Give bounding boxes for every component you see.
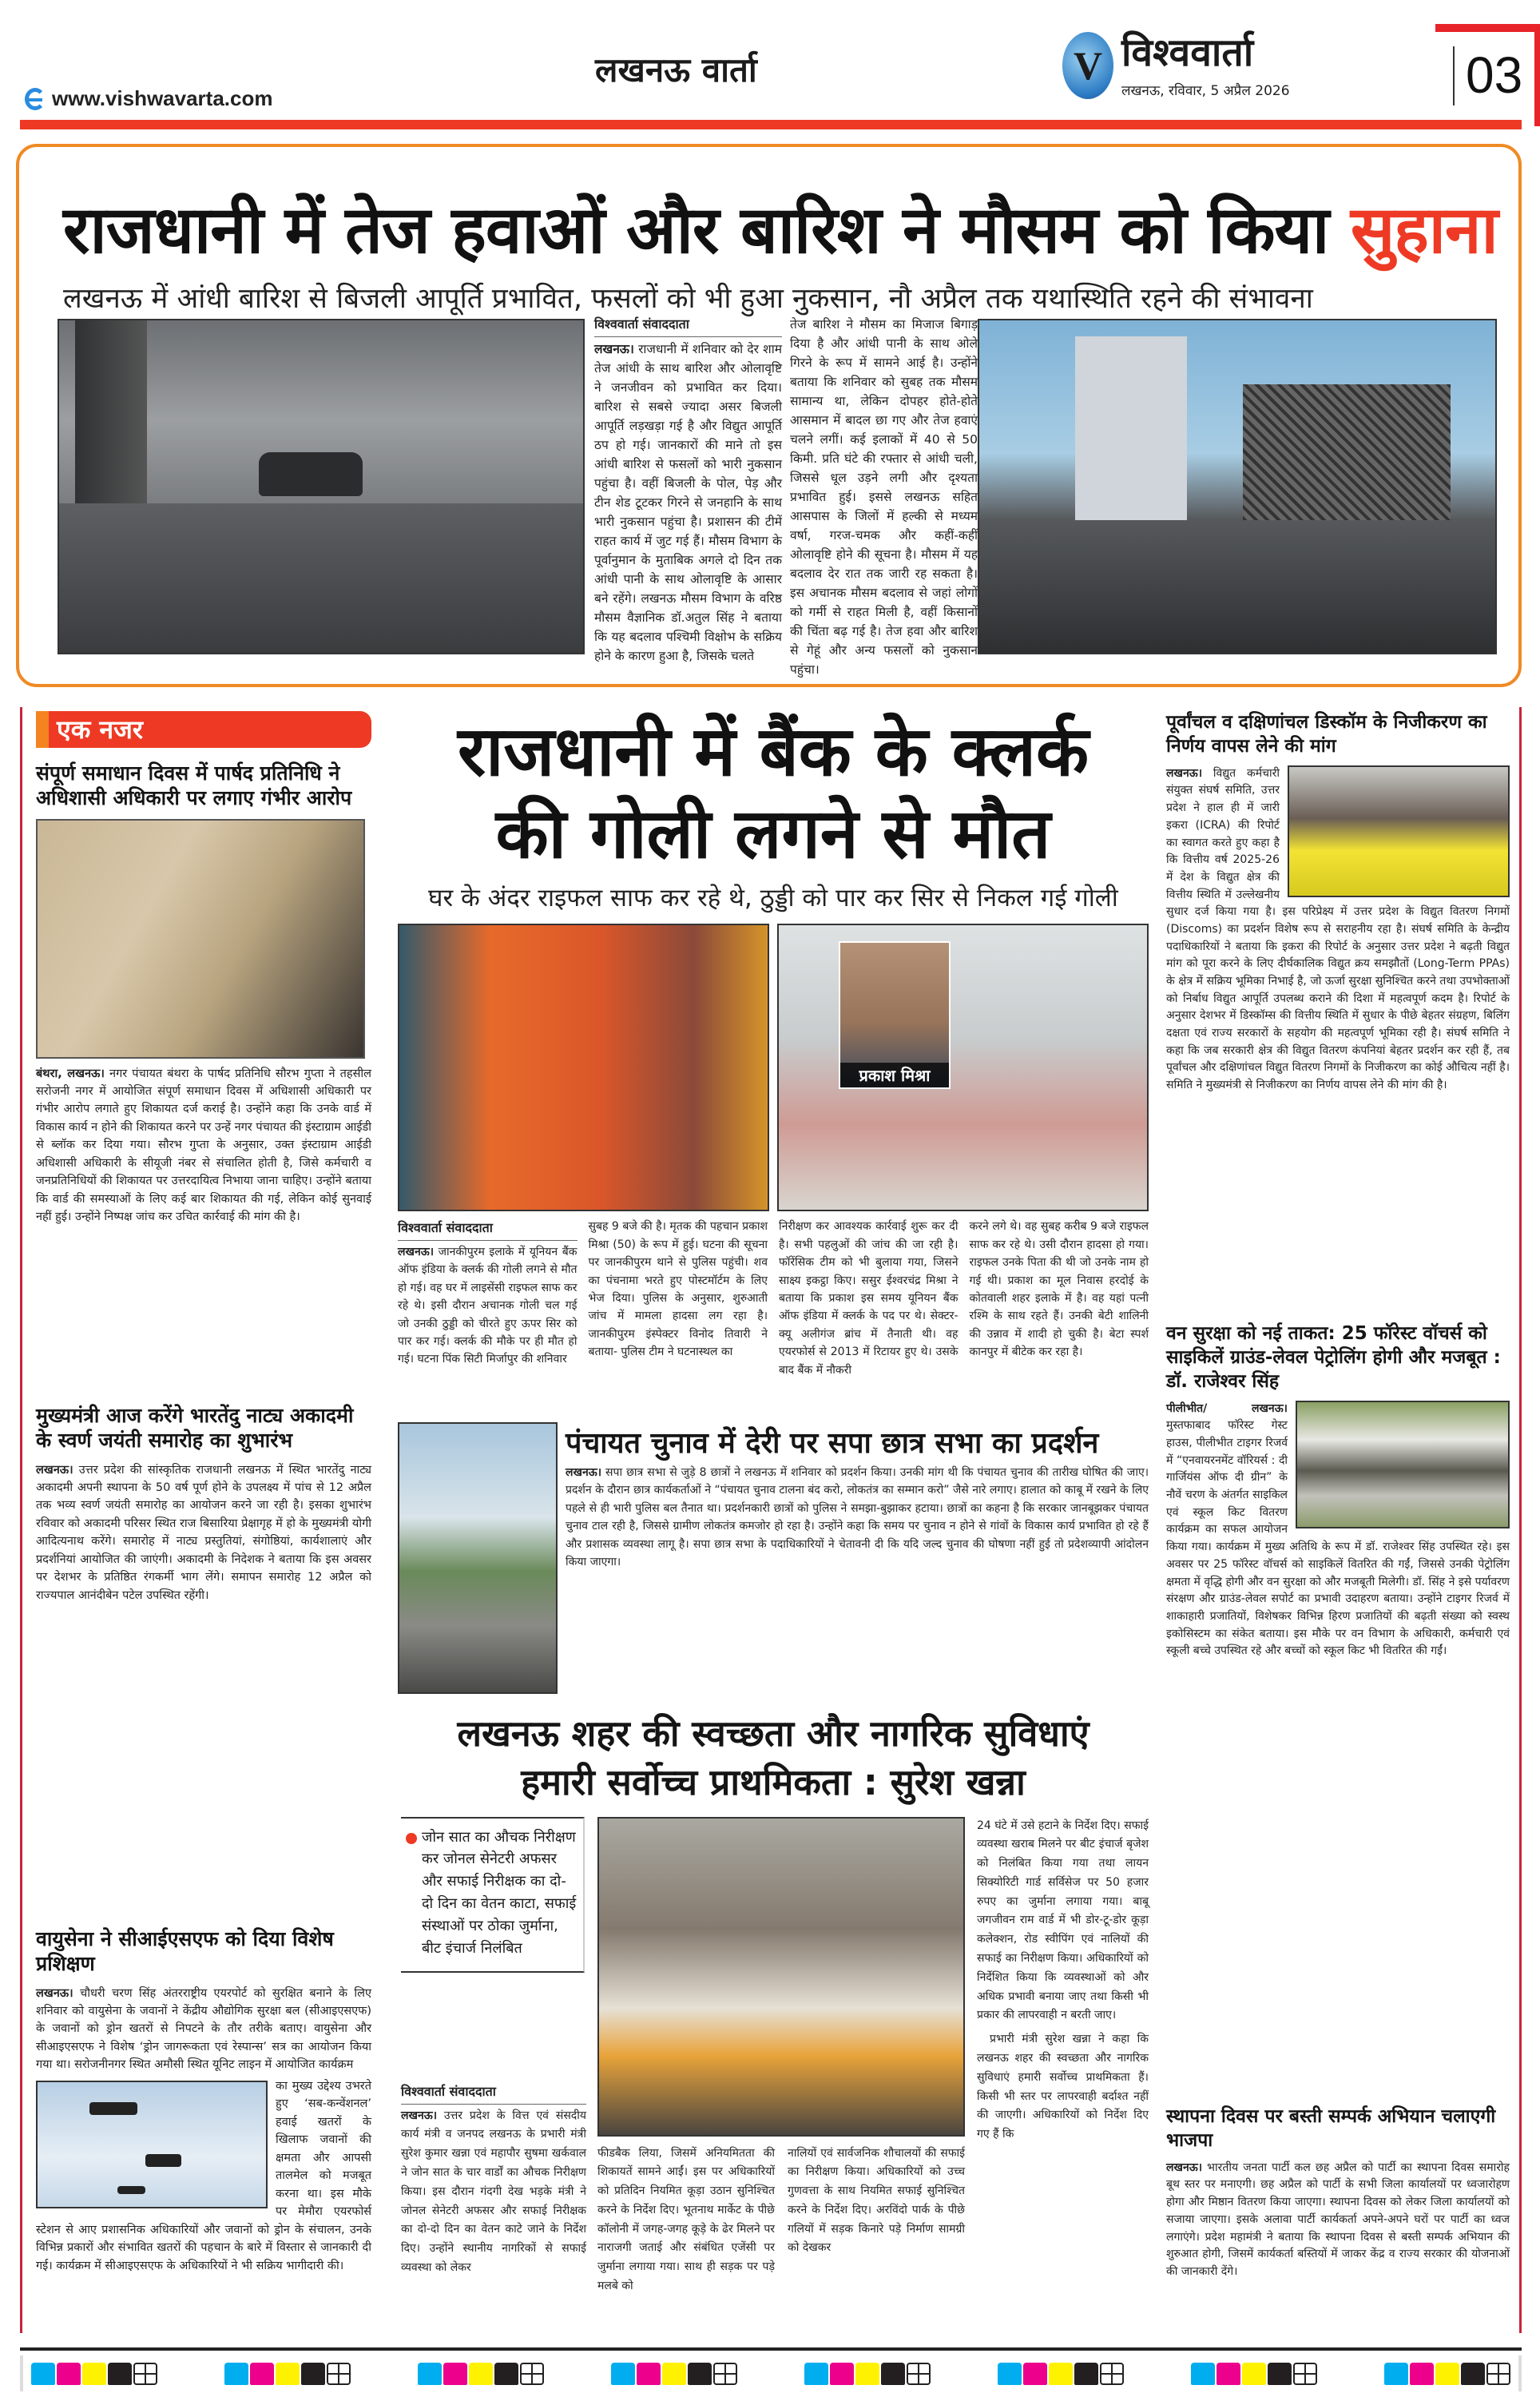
lead-text-col1 [594, 315, 782, 666]
khanna-body-col4 [977, 1817, 1149, 2145]
color-swatch [494, 2363, 518, 2385]
body-text: प्रभारी मंत्री सुरेश खन्ना ने कहा कि लखनऊ शहर की स्वच्छता और नागरिक सुविधाएं हमारी सर्वोच्च प्राथमिकता हैं। किसी भी स्तर पर लापरवाही बर्दाश्त नहीं की जाएगी। अधिकारियों को निर्देश दिए गए हैं कि [977, 2033, 1149, 2141]
story-headline: पंचायत चुनाव में देरी पर सपा छात्र सभा का प्रदर्शन [566, 1427, 1099, 1460]
dateline: लखनऊ। [1166, 766, 1203, 780]
photo-car [259, 452, 363, 496]
color-swatch [108, 2363, 132, 2385]
story-text: मुस्तफाबाद फॉरेस्ट गेस्ट हाउस, पीलीभीत टाइगर रिजर्व में “एनवायरनमेंट वॉरियर्स : दी गार्जियंस ऑफ दी ग्रीन” के नौवें चरण के अंतर्गत साइकिल एवं स्कूल किट वितरण कार्यक्रम का सफल आयोजन किया गया। कार्यक्रम में मुख्य अतिथि के रूप में डॉ. राजेश्वर सिंह उपस्थित रहे। इस अवसर पर 25 फॉरेस्ट वॉचर्स को साइकिलें वितरित की गईं, जिससे उनकी पेट्रोलिंग क्षमता में वृद्धि होगी और वन सुरक्षा को और मजबूती मिलेगी। डॉ. सिंह ने इसे पर्यावरण संरक्षण और ग्राउंड-लेवल सपोर्ट का प्रभावी उदाहरण बताया। उन्होंने टाइगर रिजर्व में शाकाहारी प्रजातियों, विशेषकर विभिन्न हिरण प्रजातियों की बढ़ती संख्या को स्वस्थ इकोसिस्टम का संकेत बताया। इस मौके पर वन विभाग के अधिकारी, कर्मचारी एवं स्कूली बच्चे उपस्थित रहे और बच्चों को स्कूल किट भी वितरित की गईं। [1166, 1419, 1510, 1658]
color-swatch [855, 2363, 879, 2385]
registration-mark-icon [1293, 2363, 1317, 2385]
khanna-story [398, 1710, 1149, 2328]
dateline: लखनऊ। [1166, 2161, 1203, 2174]
dateline: लखनऊ। [36, 1986, 73, 2000]
color-swatch [611, 2363, 635, 2385]
color-swatch [1023, 2363, 1047, 2385]
police-at-house-photo [398, 924, 769, 1211]
color-swatch [276, 2363, 300, 2385]
story-text: नगर पंचायत बंथरा के पार्षद प्रतिनिधि सौरभ गुप्ता ने तहसील सरोजनी नगर में आयोजित संपूर्ण समाधान दिवस में अधिशासी अधिकारी पर गंभीर आरोप लगाते हुए शिकायत दर्ज कराई है। उन्होंने कहा कि उनके वार्ड में विकास कार्य न होने की शिकायत करने पर उन्हें नगर पंचायत की इंस्टाग्राम आईडी से ब्लॉक कर दिया गया। सौरभ गुप्ता के अनुसार, उक्त इंस्टाग्राम आईडी अधिशासी अधिकारी के सीयूजी नंबर से संचालित होती है, जिसे कर्मचारी व जनप्रतिनिधियों की शिकायत पर उत्तरदायित्व निभाया जाना चाहिए। उन्होंने बताया कि वार्ड की समस्याओं के लिए कई बार शिकायत की गई, लेकिन कोई सुनवाई नहीं हुई। उन्होंने निष्पक्ष जांच कर उचित कार्रवाई की मांग की है। [36, 1067, 372, 1224]
bicycle-distribution-photo [1296, 1401, 1510, 1528]
khanna-body-col2: फीडबैक लिया, जिसमें अनियमितता की शिकायतें सामने आईं। इस पर अधिकारियों को प्रतिदिन नियमित कूड़ा उठान सुनिश्चित करने के निर्देश दिए। भूतनाथ मार्केट के पीछे कॉलोनी में जगह-जगह कूड़े के ढेर मिलने पर नाराजगी जताई और संबंधित एजेंसी पर जुर्माना लगाया गया। साथ ही सड़क पर पड़े मलबे को [597, 2146, 775, 2293]
color-swatch [804, 2363, 828, 2385]
site-url-link[interactable] [25, 86, 272, 111]
color-swatch [662, 2363, 686, 2385]
swatch-group [224, 2363, 351, 2385]
color-swatch [1217, 2363, 1240, 2385]
main-headline-line2: की गोली लगने से मौत [495, 794, 1051, 875]
drone-shape [117, 2186, 145, 2194]
registration-mark-icon [1100, 2363, 1124, 2385]
byline: विश्ववार्ता संवाददाता [398, 1218, 578, 1241]
main-story [398, 711, 1149, 1379]
page-number: 03 [1453, 46, 1522, 105]
story-text: भारतीय जनता पार्टी कल छह अप्रैल को पार्टी का स्थापना दिवस समारोह बूथ स्तर पर मनाएगी। छह अप्रैल को पार्टी के सभी जिला कार्यालयों पर ध्वजारोहण होगा और मिष्ठान वितरण किया जाएगा। स्थापना दिवस को लेकर जिला कार्यालयों को सजाया जाएगा। इसके अलावा पार्टी कार्यकर्ता अपने-अपने घरों पर पार्टी का ध्वज लगाएंगे। प्रदेश महामंत्री ने बताया कि स्थापना दिवस से बस्ती सम्पर्क अभियान की शुरुआत होगी, जिसमें कार्यकर्ता बस्तियों में जाकर केंद्र व राज्य सरकार की योजनाओं की जानकारी देंगे। [1166, 2161, 1510, 2278]
headline-line1: लखनऊ शहर की स्वच्छता और नागरिक सुविधाएं [457, 1712, 1090, 1755]
story-headline [398, 1710, 1149, 1807]
swatch-group [31, 2363, 157, 2385]
color-swatch [57, 2363, 81, 2385]
story-text: सपा छात्र सभा से जुड़े 8 छात्रों ने लखनऊ में शनिवार को प्रदर्शन किया। उनकी मांग थी कि पंचायत चुनाव की तारीख घोषित की जाए। प्रदर्शन के दौरान छात्र कार्यकर्ताओं ने “पंचायत चुनाव टालना बंद करो, लोकतंत्र का सम्मान करो” जैसे नारे लगाए। हालात को काबू में रखने के लिए पहले से ही भारी पुलिस बल तैनात था। प्रदर्शनकारी छात्रों को पुलिस ने समझा-बुझाकर हटाया। छात्रों का कहना है कि सरकार जानबूझकर पंचायत चुनाव टाल रही है, जिससे ग्रामीण लोकतंत्र कमजोर हो रहा है। उन्होंने कहा कि समय पर चुनाव न होने से गांवों के विकास कार्य प्रभावित हो रहे हैं और प्रशासक व्यवस्था लागू है। सपा छात्र सभा के पदाधिकारियों ने चेतावनी दी कि यदि जल्द चुनाव की घोषणा नहीं हुई तो प्रदेशव्यापी आंदोलन किया जाएगा। [566, 1466, 1149, 1568]
main-headline-line1: राजधानी में बैंक के क्लर्क [457, 712, 1090, 792]
story-samadhan-diwas [36, 761, 371, 1226]
section-name: लखनऊ वार्ता [595, 50, 757, 89]
color-swatch [224, 2363, 248, 2385]
story-headline: पूर्वांचल व दक्षिणांचल डिस्कॉम के निजीकरण का निर्णय वापस लेने की मांग [1166, 712, 1487, 757]
column-rule-left [20, 707, 22, 2333]
student-protest-photo [398, 1422, 558, 1694]
story-forest-watchers [1166, 1322, 1510, 1660]
main-body-col1 [398, 1218, 578, 1379]
story-headline: संपूर्ण समाधान दिवस में पार्षद प्रतिनिधि ने अधिशासी अधिकारी पर लगाए गंभीर आरोप [36, 761, 352, 810]
masthead-divider [20, 120, 1522, 129]
main-body-col4: करने लगे थे। वह सुबह करीब 9 बजे राइफल साफ कर रहे थे। उसी दौरान हादसा हो गया। राइफल उनके पिता की थी जो उनके नाम हो गई थी। प्रकाश का मूल निवास हरदोई के कोतवाली शहर इलाके में है। वह यहां पत्नी रश्मि के साथ रहते हैं। उनकी बेटी शालिनी की उन्नाव में शादी हो चुकी है। बेटा स्पर्श कानपुर में बीटेक कर रहा है। [969, 1220, 1149, 1359]
bullet-dot-icon [406, 1833, 417, 1844]
dateline: लखनऊ। [566, 1466, 602, 1479]
main-story-body [398, 1218, 1149, 1379]
newspaper-name: विश्ववार्ता [1121, 30, 1254, 76]
story-cisf-training [36, 1914, 371, 2275]
color-swatch [1191, 2363, 1215, 2385]
color-swatch [998, 2363, 1022, 2385]
color-swatch [688, 2363, 712, 2385]
color-swatch [1268, 2363, 1292, 2385]
registration-mark-icon [327, 2363, 351, 2385]
color-swatch [418, 2363, 442, 2385]
color-swatch [1410, 2363, 1434, 2385]
masthead [20, 0, 1538, 126]
logo-letter: V [1073, 43, 1103, 88]
highlight-box [401, 1817, 585, 1973]
story-text: चौधरी चरण सिंह अंतरराष्ट्रीय एयरपोर्ट को सुरक्षित बनाने के लिए शनिवार को वायुसेना के जवानों ने केंद्रीय औद्योगिक सुरक्षा बल (सीआइएसएफ) के जवानों को ड्रोन खतरों से निपटने के तौर तरीके बताए। वायुसेना और सीआइएसएफ ने विशेष ‘ड्रोन जागरूकता एवं रेस्पान्स’ सत्र का आयोजन किया गया था। सरोजनीनगर स्थित अमौसी स्थित यूनिट लाइन में आयोजित कार्यक्रम [36, 1986, 371, 2072]
story-text: उत्तर प्रदेश की सांस्कृतिक राजधानी लखनऊ में स्थित भारतेंदु नाट्य अकादमी अपनी स्थापना के 50 वर्ष पूर्ण होने के उपलक्ष्य में पांच से 12 अप्रैल तक भव्य स्वर्ण जयंती समारोह का आयोजन करने जा रही है। इसका शुभारंभ रविवार को अकादमी परिसर स्थित राज बिसारिया प्रेक्षागृह में हो के मुख्यमंत्री योगी आदित्यनाथ करेंगे। समारोह में नाट्य प्रस्तुतियां, संगोष्ठियां, कार्यशालाएं और प्रदर्शनियां आयोजित की जाएंगी। अकादमी के निदेशक ने बताया कि इस अवसर पर देशभर के प्रतिष्ठित रंगकर्मी भाग लेंगे। समापन समारोह 12 अप्रैल को राज्यपाल आनंदीबेन पटेल उपस्थित रहेंगी। [36, 1463, 371, 1602]
story-headline: वायुसेना ने सीआईएसएफ को दिया विशेष प्रशिक्षण [36, 1927, 334, 1976]
story-headline: स्थापना दिवस पर बस्ती सम्पर्क अभियान चलाएगी भाजपा [1166, 2106, 1496, 2151]
body-text: जानकीपुरम इलाके में यूनियन बैंक ऑफ इंडिया के क्लर्क की गोली लगने से मौत हो गई। वह घर में लाइसेंसी राइफल साफ कर रहे थे। इसी दौरान अचानक गोली चल गई जो उनकी ठुड्डी को चीरते हुए ऊपर सिर को पार कर गई। क्लर्क की मौके पर ही मौत हो गई। घटना पिंक सिटी मिर्जापुर की शनिवार [398, 1245, 578, 1366]
story-body [566, 1464, 1149, 1571]
rain-street-photo [58, 319, 585, 654]
footer-rule [20, 2347, 1522, 2351]
lead-story [16, 144, 1522, 687]
body-text: उत्तर प्रदेश के वित्त एवं संसदीय कार्य मंत्री व जनपद लखनऊ के प्रभारी मंत्री सुरेश कुमार खन्ना एवं महापौर सुषमा खर्कवाल ने जोन सात के चार वार्डों का औचक निरीक्षण किया। इस दौरान गंदगी देख भड़के मंत्री ने जोनल सेनेटरी अफसर और सफाई निरीक्षक का दो-दो दिन का वेतन काटे जाने के निर्देश दिए। उन्होंने स्थानीय नागरिकों से सफाई व्यवस्था को लेकर [401, 2109, 586, 2275]
dateline: लखनऊ। [398, 1245, 435, 1258]
color-swatch [1435, 2363, 1459, 2385]
swatch-group [611, 2363, 737, 2385]
newspaper-logo [1062, 32, 1290, 99]
story-body [1166, 765, 1510, 1095]
color-swatch [1384, 2363, 1408, 2385]
story-discom [1166, 711, 1510, 1095]
registration-mark-icon [133, 2363, 157, 2385]
story-body-continued [36, 2077, 371, 2275]
print-color-bar [20, 2355, 1522, 2391]
byline: विश्ववार्ता संवाददाता [401, 2081, 586, 2105]
body-text: 24 घंटे में उसे हटाने के निर्देश दिए। सफाई व्यवस्था खराब मिलने पर बीट इंचार्ज बृजेश को निलंबित किया गया तथा लायन सिक्योरिटी गार्ड सर्विसेज पर 50 हजार रुपए का जुर्माना लगाया गया। बाबू जगजीवन राम वार्ड में भी डोर-टू-डोर कूड़ा कलेक्शन, रोड स्वीपिंग एवं नालियों की सफाई का निरीक्षण किया। अधिकारियों को निर्देशित किया कि व्यवस्थाओं को और अधिक प्रभावी बनाया जाए तथा किसी भी प्रकार की लापरवाही न बरती जाए। [977, 1819, 1149, 2022]
story-body [1166, 1401, 1510, 1660]
story-body [36, 1461, 371, 1605]
main-headline [398, 711, 1149, 876]
color-swatch [82, 2363, 106, 2385]
swatch-group [804, 2363, 931, 2385]
color-swatch [1049, 2363, 1073, 2385]
victim-portrait-inset [839, 941, 951, 1089]
drone-shape [89, 2102, 137, 2115]
meeting-photo [36, 819, 365, 1059]
swatch-group [1191, 2363, 1317, 2385]
panchayat-story [398, 1422, 1149, 1694]
electricity-protest-photo [1288, 765, 1510, 897]
lead-body-col1: राजधानी में शनिवार को देर शाम तेज आंधी के साथ बारिश और ओलावृष्टि ने जनजीवन को प्रभावित कर दिया। बारिश से सबसे ज्यादा असर बिजली आपूर्ति लड़खड़ा गई है और विद्युत आपूर्ति ठप हो गई। जानकारों की माने तो इस आंधी बारिश से फसलों को भारी नुकसान पहुंचा है। वहीं बिजली के पोल, पेड़ और टीन शेड टूटकर गिरने से जनहानि के साथ भारी नुकसान पहुंचा है। प्रशासन की टीमें राहत कार्य में जुट गई हैं। मौसम विभाग के पूर्वानुमान के मुताबिक अगले दो दिन तक आंधी पानी के साथ ओलावृष्टि के आसार बने रहेंगे। लखनऊ मौसम विभाग के वरिष्ठ मौसम वैज्ञानिक डॉ.अतुल सिंह ने बताया कि यह बदलाव पश्चिमी विक्षोभ के सक्रिय होने के कारण हुआ है, जिसके चलते [594, 341, 782, 664]
lead-headline-main: राजधानी में तेज हवाओं और बारिश ने मौसम को किया [63, 193, 1351, 268]
lead-headline [63, 183, 1501, 272]
swatch-group [998, 2363, 1124, 2385]
dateline: पीलीभीत/ लखनऊ। [1166, 1401, 1288, 1415]
drone-shape [145, 2154, 181, 2167]
registration-mark-icon [713, 2363, 737, 2385]
registration-mark-icon [520, 2363, 544, 2385]
lead-subheadline: लखनऊ में आंधी बारिश से बिजली आपूर्ति प्रभावित, फसलों को भी हुआ नुकसान, नौ अप्रैल तक यथास्थिति रहने की संभावना [63, 283, 1313, 315]
color-swatch [637, 2363, 661, 2385]
forensic-team-photo [777, 924, 1149, 1211]
dateline: लखनऊ। [594, 341, 634, 356]
crowd-event-photo [978, 319, 1497, 654]
section-label: एक नजर [36, 711, 371, 748]
story-body [36, 1065, 371, 1226]
khanna-body-col1 [401, 2081, 586, 2278]
dateline: लखनऊ। [401, 2109, 438, 2122]
story-text: का मुख्य उद्देश्य उभरते हुए ‘सब-कन्वेंशनल’ हवाई खतरों के खिलाफ जवानों की क्षमता और आपसी तालमेल को मजबूत करना था। इस मौके पर मेमौरा एयरफोर्स स्टेशन से आए प्रशासनिक अधिकारियों और जवानों को ड्रोन के संचालन, उनके विभिन्न प्रकारों और संभावित खतरों की पहचान के बारे में विस्तार से जानकारी दी गई। कार्यक्रम में सीआइएसएफ के अधिकारियों ने भी सक्रिय भागीदारी की। [36, 2079, 371, 2272]
browser-e-icon [25, 88, 46, 110]
lead-headline-accent: सुहाना [1350, 193, 1498, 268]
swatch-group [418, 2363, 544, 2385]
color-swatch [1242, 2363, 1266, 2385]
drones-photo [36, 2081, 268, 2208]
registration-mark-icon [1486, 2363, 1510, 2385]
story-text: विद्युत कर्मचारी संयुक्त संघर्ष समिति, उत्तर प्रदेश ने हाल ही में जारी इकरा (ICRA) की रिपोर्ट का स्वागत करते हुए कहा है कि वित्तीय वर्ष 2025-26 में देश के विद्युत क्षेत्र की वित्तीय स्थिति में उल्लेखनीय सुधार दर्ज किया गया है। इस परिप्रेक्ष्य में उत्तर प्रदेश के विद्युत वितरण निगमों (Discoms) का प्रदर्शन विशेष रूप से सराहनीय रहा है। संघर्ष समिति के केन्द्रीय पदाधिकारियों ने बताया कि इकरा की रिपोर्ट के अनुसार उत्तर प्रदेश ने बढ़ती विद्युत मांग को पूरा करने के लिए दीर्घकालिक विद्युत क्रय समझौतों (Long-Term PPAs) के क्षेत्र में सक्रिय भूमिका निभाई है, जो ऊर्जा सुरक्षा सुनिश्चित करने तथा उपभोक्ताओं को निर्बाध विद्युत आपूर्ति उपलब्ध कराने की दिशा में महत्वपूर्ण कदम है। रिपोर्ट के अनुसार देशभर में डिस्कॉम्स की वित्तीय स्थिति में सुधार के पीछे बेहतर संग्रहण, बिलिंग दक्षता एवं राज्य सरकारों के सहयोग की महत्वपूर्ण भूमिका रही है। संघर्ष समिति ने कहा कि जब सरकारी क्षेत्र की विद्युत वितरण कंपनियां बेहतर प्रदर्शन कर रही हैं, तब पूर्वांचल और दक्षिणांचल विद्युत वितरण निगमों के निजीकरण का कोई औचित्य नहीं है। समिति ने मुख्यमंत्री से निजीकरण का निर्णय वापस लेने की मांग की है। [1166, 766, 1510, 1092]
story-body [36, 1985, 371, 2074]
registration-mark-icon [907, 2363, 931, 2385]
globe-logo-icon [1062, 32, 1113, 99]
color-swatch [250, 2363, 274, 2385]
site-url-text: www.vishwavarta.com [52, 86, 273, 110]
lead-text-col2: तेज बारिश ने मौसम का मिजाज बिगाड़ दिया है और आंधी पानी के साथ ओले गिरने के रूप में सामने आई है। उन्होंने बताया कि शनिवार को सुबह तक मौसम सामान्य था, लेकिन दोपहर होते-होते आसमान में बादल छा गए और तेज हवाएं चलने लगीं। कई इलाकों में 40 से 50 किमी. प्रति घंटे की रफ्तार से आंधी चली, जिससे धूल उड़ने लगी और दृश्यता प्रभावित हुई। इससे लखनऊ सहित आसपास के जिलों में हल्की से मध्यम वर्षा, गरज-चमक और कहीं-कहीं ओलावृष्टि होने की सूचना है। मौसम में यह बदलाव देर रात तक जारी रह सकता है। इस अचानक मौसम बदलाव से जहां लोगों को गर्मी से राहत मिली है, वहीं किसानों की चिंता बढ़ गई है। तेज हवा और बारिश से गेहूं और अन्य फसलों को नुकसान पहुंचा। [790, 317, 978, 678]
color-swatch [443, 2363, 467, 2385]
swatch-group [1384, 2363, 1510, 2385]
color-swatch [1461, 2363, 1485, 2385]
khanna-body-col3: नालियों एवं सार्वजनिक शौचालयों की सफाई का निरीक्षण किया। अधिकारियों को उच्च गुणवत्ता के साथ नियमित सफाई सुनिश्चित करने के निर्देश दिए। अरविंदो पार्क के पीछे गलियों में सड़क किनारे पड़े निर्माण सामग्री को देखकर [788, 2146, 965, 2255]
byline: विश्ववार्ता संवाददाता [594, 315, 782, 337]
issue-dateline: लखनऊ, रविवार, 5 अप्रैल 2026 [1121, 82, 1290, 99]
photo-road [59, 503, 583, 653]
color-swatch [1074, 2363, 1098, 2385]
main-body-col2: सुबह 9 बजे की है। मृतक की पहचान प्रकाश मिश्रा (50) के रूप में हुई। घटना की सूचना पर जानकीपुरम थाने से पुलिस पहुंची। शव का पंचनामा भरते हुए पोस्टमॉर्टम के लिए भेज दिया। पुलिस के अनुसार, शुरुआती जांच में मामला हादसा लग रहा है। जानकीपुरम इंस्पेक्टर विनोद तिवारी ने बताया- पुलिस टीम ने घटनास्थल का [588, 1220, 768, 1359]
story-headline: मुख्यमंत्री आज करेंगे भारतेंदु नाट्य अकादमी के स्वर्ण जयंती समारोह का शुभारंभ [36, 1404, 354, 1453]
portrait-caption: प्रकाश मिश्रा [840, 1063, 949, 1087]
dateline: बंथरा, लखनऊ। [36, 1067, 105, 1080]
color-swatch [31, 2363, 55, 2385]
column-rule-right [1519, 707, 1522, 2333]
minister-inspection-photo [597, 1817, 965, 2137]
main-subheadline: घर के अंदर राइफल साफ कर रहे थे, ठुड्डी को पार कर सिर से निकल गई गोली [428, 884, 1118, 913]
page-number-box [1435, 24, 1540, 126]
headline-line2: हमारी सर्वोच्च प्राथमिकता : सुरेश खन्ना [521, 1760, 1026, 1803]
color-swatch [301, 2363, 325, 2385]
color-swatch [830, 2363, 854, 2385]
highlight-text: जोन सात का औचक निरीक्षण कर जोनल सेनेटरी अफसर और सफाई निरीक्षक का दो-दो दिन का वेतन काटा, सफाई संस्थाओं पर ठोका जुर्माना, बीट इंचार्ज निलंबित [422, 1828, 577, 1957]
story-body [1166, 2160, 1510, 2281]
story-bjp-foundation-day [1166, 2105, 1510, 2281]
photo-stage [1243, 384, 1451, 520]
photo-building [1075, 336, 1187, 520]
left-column [36, 711, 372, 2272]
color-swatch [469, 2363, 493, 2385]
dateline: लखनऊ। [36, 1463, 73, 1477]
story-natya-academy [36, 1390, 371, 1604]
story-headline: वन सुरक्षा को नई ताकत: 25 फॉरेस्ट वॉचर्स को साइकिलें ग्राउंड-लेवल पेट्रोलिंग होगी और मजबूत : डॉ. राजेश्वर सिंह [1166, 1323, 1501, 1392]
color-swatch [881, 2363, 905, 2385]
main-body-col3: निरीक्षण कर आवश्यक कार्रवाई शुरू कर दी है। सभी पहलुओं की जांच की जा रही है। फॉरेंसिक टीम को भी बुलाया गया, जिसने साक्ष्य इकट्ठा किए। ससुर ईश्वरचंद्र मिश्रा ने बताया कि प्रकाश इस समय यूनियन बैंक ऑफ इंडिया में क्लर्क के पद पर थे। सेक्टर-क्यू अलीगंज ब्रांच में तैनाती थी। वह एयरफोर्स से 2013 में रिटायर हुए थे। उसके बाद बैंक में नौकरी [779, 1220, 959, 1377]
